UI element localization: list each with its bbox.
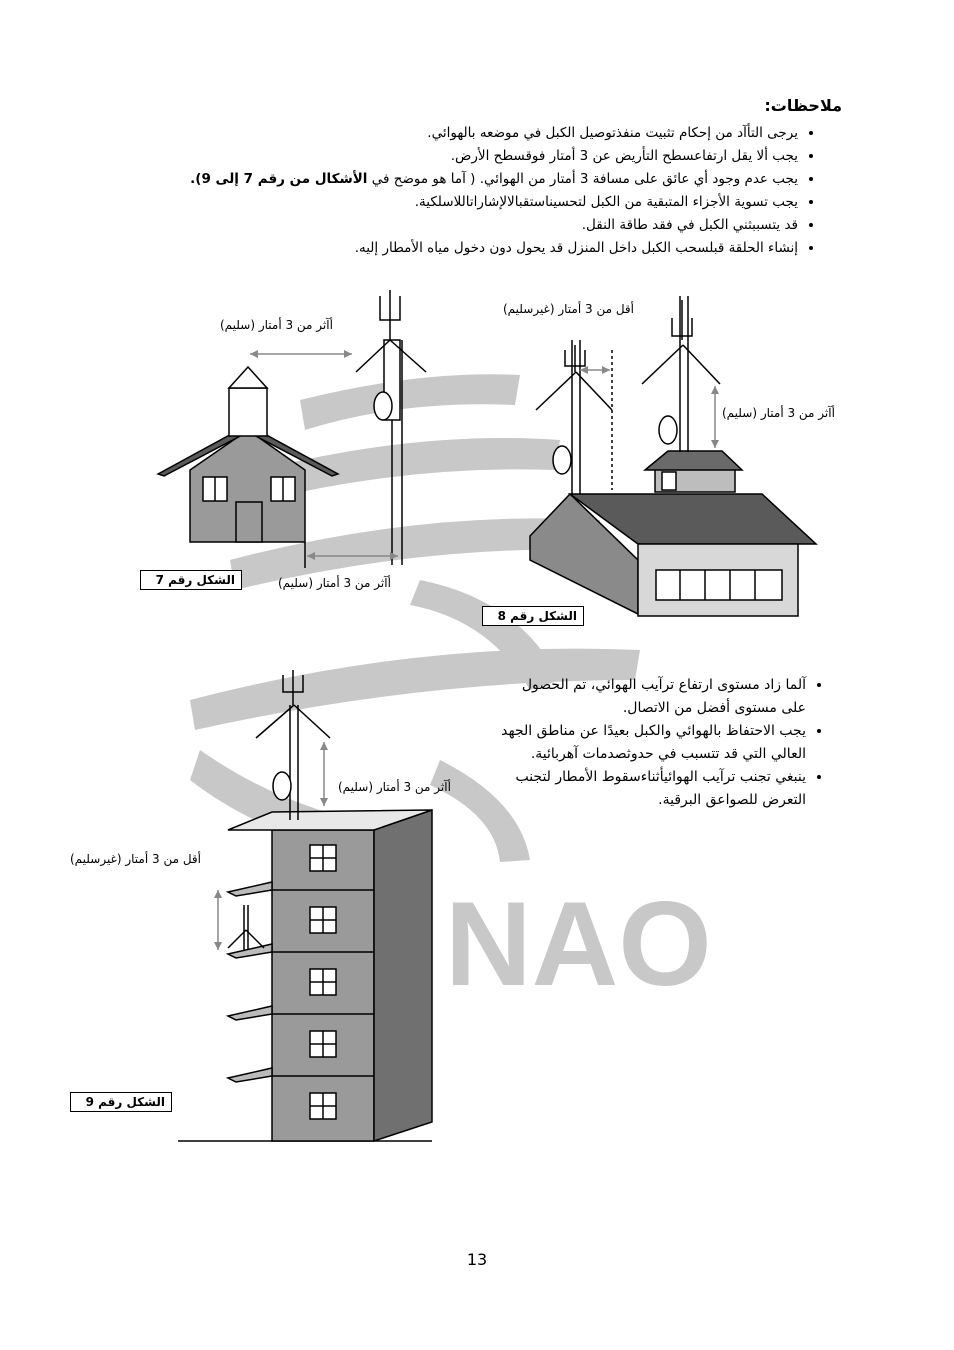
notes-item — [78, 237, 798, 260]
notes-item — [78, 214, 798, 237]
page-number: 13 — [466, 1250, 488, 1269]
notes-item — [78, 168, 798, 191]
side-note-item: • ينبغي تجنب ترآيب الهوائيأثناءسقوط الأمطار لتجنب التعرض للصواعق البرقية. — [496, 766, 806, 812]
fig8-top-dimension: أقل من 3 أمتار (غيرسليم) — [503, 302, 634, 316]
fig9-top-dimension: أآثر من 3 أمتار (سليم) — [338, 780, 451, 794]
fig9-side-dimension: أقل من 3 أمتار (غيرسليم) — [70, 852, 201, 866]
notes-item-text: قد يتسببثني الكبل في فقد طاقة النقل. — [581, 217, 798, 233]
notes-item-text: يجب عدم وجود أي عائق على مسافة 3 أمتار من الهوائي. ( آما هو موضح في — [371, 171, 798, 187]
notes-item — [78, 122, 798, 145]
notes-item-text: يجب تسوية الأجزاء المتبقية من الكبل لتحسيناستقبالالإشاراتاللاسلكية. — [414, 194, 798, 210]
fig8-caption: الشكل رقم 8 — [482, 606, 584, 626]
notes-list — [78, 122, 816, 260]
notes-item — [78, 145, 798, 168]
figure-8-drawing — [530, 296, 816, 616]
fig7-bottom-dimension: أآثر من 3 أمتار (سليم) — [278, 576, 391, 590]
notes-item-text: يرجى التأآد من إحكام تثبيت منفذتوصيل الكبل في موضعه بالهوائي. — [427, 125, 798, 141]
fig9-caption: الشكل رقم 9 — [70, 1092, 172, 1112]
side-note-item: • آلما زاد مستوى ارتفاع ترآيب الهوائي، تم الحصول على مستوى أفضل من الاتصال. — [496, 674, 806, 720]
fig8-side-dimension: أآثر من 3 أمتار (سليم) — [722, 406, 835, 420]
side-note-item: • يجب الاحتفاظ بالهوائي والكبل بعيدًا عن مناطق الجهد العالي التي قد تتسبب في حدوثصدمات آهربائية. — [496, 720, 806, 766]
fig7-caption: الشكل رقم 7 — [140, 570, 242, 590]
notes-item — [78, 191, 798, 214]
notes-item-text: يجب ألا يقل ارتفاعسطح التأريض عن 3 أمتار فوقسطح الأرض. — [450, 148, 798, 164]
notes-item-text: إنشاء الحلقة قبلسحب الكبل داخل المنزل قد يحول دون دخول مياه الأمطار إليه. — [354, 240, 798, 256]
figure-9-drawing — [178, 670, 432, 1141]
notes-title: ملاحظات: — [764, 96, 842, 115]
side-notes-list — [496, 674, 836, 812]
notes-item-bold: الأشكال من رقم 7 إلى 9). — [190, 171, 368, 187]
fig7-top-dimension: أآثر من 3 أمتار (سليم) — [220, 318, 333, 332]
watermark-text: NAO — [445, 877, 712, 1011]
